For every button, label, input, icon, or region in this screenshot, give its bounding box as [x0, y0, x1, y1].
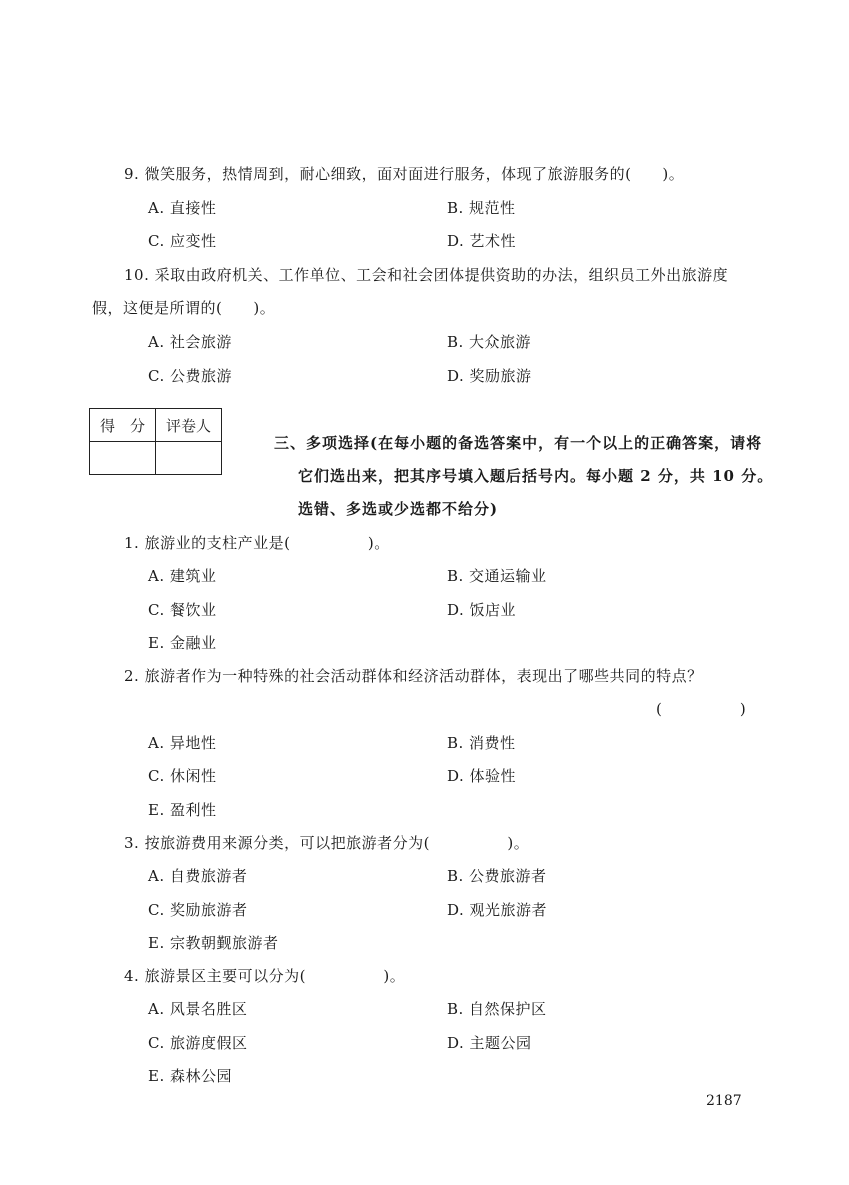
question-9-option-b: B. 规范性	[447, 199, 516, 217]
question-10-option-c: C. 公费旅游	[148, 367, 232, 385]
section-3-heading-line1: 三、多项选择(在每小题的备选答案中，有一个以上的正确答案，请将	[274, 434, 763, 452]
multi-question-2-option-c: C. 休闲性	[148, 767, 217, 785]
multi-question-3-option-e: E. 宗教朝觐旅游者	[148, 934, 279, 952]
question-10-option-a: A. 社会旅游	[148, 333, 232, 351]
multi-question-2-answer-paren: ( )	[656, 700, 747, 718]
question-10-stem-line1: 10. 采取由政府机关、工作单位、工会和社会团体提供资助的办法，组织员工外出旅游度	[124, 266, 729, 284]
section-3-heading-line2: 它们选出来，把其序号填入题后括号内。每小题 2 分，共 10 分。	[298, 467, 774, 485]
multi-question-3-option-b: B. 公费旅游者	[447, 867, 547, 885]
multi-question-4-option-c: C. 旅游度假区	[148, 1034, 248, 1052]
grader-cell	[156, 442, 222, 475]
multi-question-3-option-a: A. 自费旅游者	[148, 867, 248, 885]
multi-question-2-option-e: E. 盈利性	[148, 801, 217, 819]
score-header: 得 分	[90, 409, 156, 442]
multi-question-2-option-a: A. 异地性	[148, 734, 217, 752]
score-table	[89, 408, 222, 475]
question-10-option-b: B. 大众旅游	[447, 333, 532, 351]
question-9-stem: 9. 微笑服务，热情周到，耐心细致，面对面进行服务，体现了旅游服务的( )。	[124, 165, 685, 183]
score-cell	[90, 442, 156, 475]
question-10-option-d: D. 奖励旅游	[447, 367, 532, 385]
multi-question-2-option-b: B. 消费性	[447, 734, 516, 752]
multi-question-3-option-d: D. 观光旅游者	[447, 901, 548, 919]
question-10-stem-line2: 假，这便是所谓的( )。	[92, 299, 276, 317]
multi-question-4-stem: 4. 旅游景区主要可以分为( )。	[124, 967, 406, 985]
multi-question-1-option-d: D. 饭店业	[447, 601, 517, 619]
page-number: 2187	[706, 1093, 742, 1109]
multi-question-4-option-d: D. 主题公园	[447, 1034, 532, 1052]
multi-question-1-option-a: A. 建筑业	[148, 567, 217, 585]
multi-question-1-option-b: B. 交通运输业	[447, 567, 547, 585]
question-9-option-c: C. 应变性	[148, 232, 217, 250]
section-3-heading-line3: 选错、多选或少选都不给分)	[298, 500, 499, 518]
multi-question-1-option-c: C. 餐饮业	[148, 601, 217, 619]
multi-question-4-option-b: B. 自然保护区	[447, 1000, 547, 1018]
question-9-option-d: D. 艺术性	[447, 232, 517, 250]
grader-header: 评卷人	[156, 409, 222, 442]
multi-question-3-option-c: C. 奖励旅游者	[148, 901, 248, 919]
multi-question-4-option-e: E. 森林公园	[148, 1067, 232, 1085]
multi-question-2-option-d: D. 体验性	[447, 767, 517, 785]
multi-question-3-stem: 3. 按旅游费用来源分类，可以把旅游者分为( )。	[124, 834, 530, 852]
multi-question-4-option-a: A. 风景名胜区	[148, 1000, 248, 1018]
multi-question-2-stem: 2. 旅游者作为一种特殊的社会活动群体和经济活动群体，表现出了哪些共同的特点？	[124, 667, 703, 685]
multi-question-1-option-e: E. 金融业	[148, 634, 217, 652]
multi-question-1-stem: 1. 旅游业的支柱产业是( )。	[124, 534, 390, 552]
question-9-option-a: A. 直接性	[148, 199, 217, 217]
